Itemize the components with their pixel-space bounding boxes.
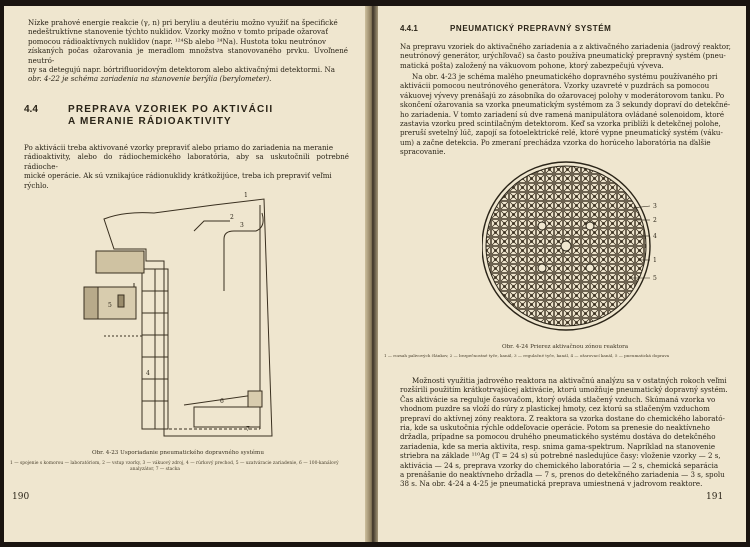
label-3: 3	[240, 222, 244, 229]
label-1: 1	[244, 192, 248, 199]
page-number-right: 191	[706, 492, 724, 502]
section-paragraph: Po aktivácii treba aktivované vzorky prepraviť alebo priamo do zariadenia na meranie rádioaktivity, alebo do rádiochemického laboratória, aby sa uskutočnili potrebné rádioche- mické operácie. Ak sú vznikajúce rádionuklidy krátkožijúce, treba ich prepraviť veľmi rýchlo.	[24, 143, 349, 190]
figure-caption-4-24: Obr. 4-24 Prierez aktivačnou zónou reaktora	[502, 344, 629, 350]
label-5: 5	[108, 302, 112, 309]
section-number: 4.4	[24, 104, 38, 115]
label-3: 3	[653, 203, 657, 210]
page-number-left: 190	[12, 492, 30, 502]
pneumatic-paragraph-2: Na obr. 4-23 je schéma malého pneumatického dopravného systému používaného pri aktivácii pomocou neutrónového generátora. Vzorky uzavreté v puzdrách sa pomocou vákuovej vývevy prenášajú zo zásobníka do ožarovacej polohy v moderátorovom tanku. Po skončení ožarovania sa vzorka pneumatickým systémom za 3 sekundy dopraví do detekčné- ho zariadenia. V tomto zariadení sú dve ramená manipulátora ovládané solenoidom, ktoré zastavia vzorku pred scintilačným detektorom. Keď sa vzorka priblíži k detekčnej polohe, preruší svetelný lúč, zapojí sa fotoelektrické relé, ktoré vypne pneumatický systém (váku- um) a začne detekcia. Po zmeraní prechádza vzorka do horúceho laboratória na ďalšie spracovanie.	[400, 72, 731, 157]
book-gutter	[365, 6, 379, 542]
label-2: 2	[230, 214, 234, 221]
label-1: 1	[653, 257, 657, 264]
subsection-number: 4.4.1	[400, 24, 418, 33]
pneumatic-paragraph-1: Na prepravu vzoriek do aktivačného zariadenia a z aktivačného zariadenia (jadrový reaktor, neutrónový generátor, urýchľovač) sa často používa pneumatický prepravný systém (pneu- matická pošta) založený na vákuovom pohone, ktorý zabezpečujú výveva.	[400, 42, 731, 70]
label-5: 5	[653, 275, 657, 282]
figure-legend-4-24: 1 — rozsah palivových článkov, 2 — bezpečnostné tyče, kanál, 3 — regulačné tyče, kanál, 4 — ožarovací kanál, 5 — pneumatická doprava	[384, 353, 670, 358]
subsection-title: PNEUMATICKÝ PREPRAVNÝ SYSTÉM	[450, 24, 612, 33]
label-4: 4	[653, 233, 657, 240]
reactor-core-cross-section	[482, 156, 672, 340]
label-2: 2	[653, 217, 657, 224]
intro-paragraph: Nízke prahové energie reakcie (γ, n) pri beryliu a deutériu možno využiť na špecifické nedeštruktívne stanovenie týchto nuklidov. Vzorky možno v tomto prípade ožarovať pomocou rádioaktívnych nuklidov (napr. ¹²⁴Sb alebo ²⁴Na). Hustota toku neutrónov získaných počas ožarovania je meradlom množstva stanovovaného prvku. Uvoľnené neutró- ny sa detegujú napr. bórtrifluoridovým detektorom alebo aktivačnými detektormi. Na obr. 4-22 je schéma zariadenia na stanovenie berýlia (berylometer).	[28, 18, 348, 84]
figure-legend-4-23: 1 — spojenie s komorou — laboratóriom, 2 — vstup vzorky, 3 — vákuový zdroj, 4 — rúrkový prechod, 5 — uzatváracie zariadenie, 6 — 100-kanálový analyzátor, 7 — stacka	[10, 461, 339, 472]
label-6: 6	[220, 398, 224, 405]
left-page	[4, 6, 369, 542]
reactor-paragraph: Možnosti využitia jadrového reaktora na aktivačnú analýzu sa v ostatných rokoch veľmi rozšírili použitím krátkotrvajúcej aktivácie, ktorú umožňuje pneumatický dopravný systém. Čas aktivácie sa reguluje časovačom, ktorý ovláda stlačený vzduch. Skúmaná vzorka vo vhodnom puzdre sa vloží do rúry z plastickej hmoty, cez ktorú sa stlačeným vzduchom prepraví do aktívnej zóny reaktora. Z reaktora sa vzorka dostane do chemického laborató- ria, kde sa uskutočnia rýchle oddeľovacie operácie. Potom sa prenesie do neaktívneho držadla, prípadne sa pomocou druhého pneumatického systému dostáva do detekčného zariadenia, kde sa meria aktivita, resp. snima gama-spektrum. Napríklad na stanovenie striebra na základe ¹¹⁰Ag (T = 24 s) sú potrebné nasledujúce časy: vloženie vzorky — 2 s, aktivácia — 24 s, preprava vzorky do chemického laboratória — 2 s, chemická separácia a prenášanie do neaktívneho držadla — 7 s, prenos do detekčného zariadenia — 3 s, spolu 38 s. Na obr. 4-24 a 4-25 je pneumatická preprava umiestnená v jadrovom reaktore.	[400, 376, 728, 489]
figure-caption-4-23: Obr. 4-23 Usporiadanie pneumatického dopravného systému	[92, 450, 264, 456]
pneumatic-system-diagram	[34, 191, 334, 441]
label-4: 4	[146, 370, 150, 377]
label-7: 7	[246, 426, 250, 433]
section-title: PREPRAVA VZORIEK PO AKTIVÁCII A MERANIE RÁDIOAKTIVITY	[68, 104, 274, 127]
right-page	[378, 6, 746, 542]
